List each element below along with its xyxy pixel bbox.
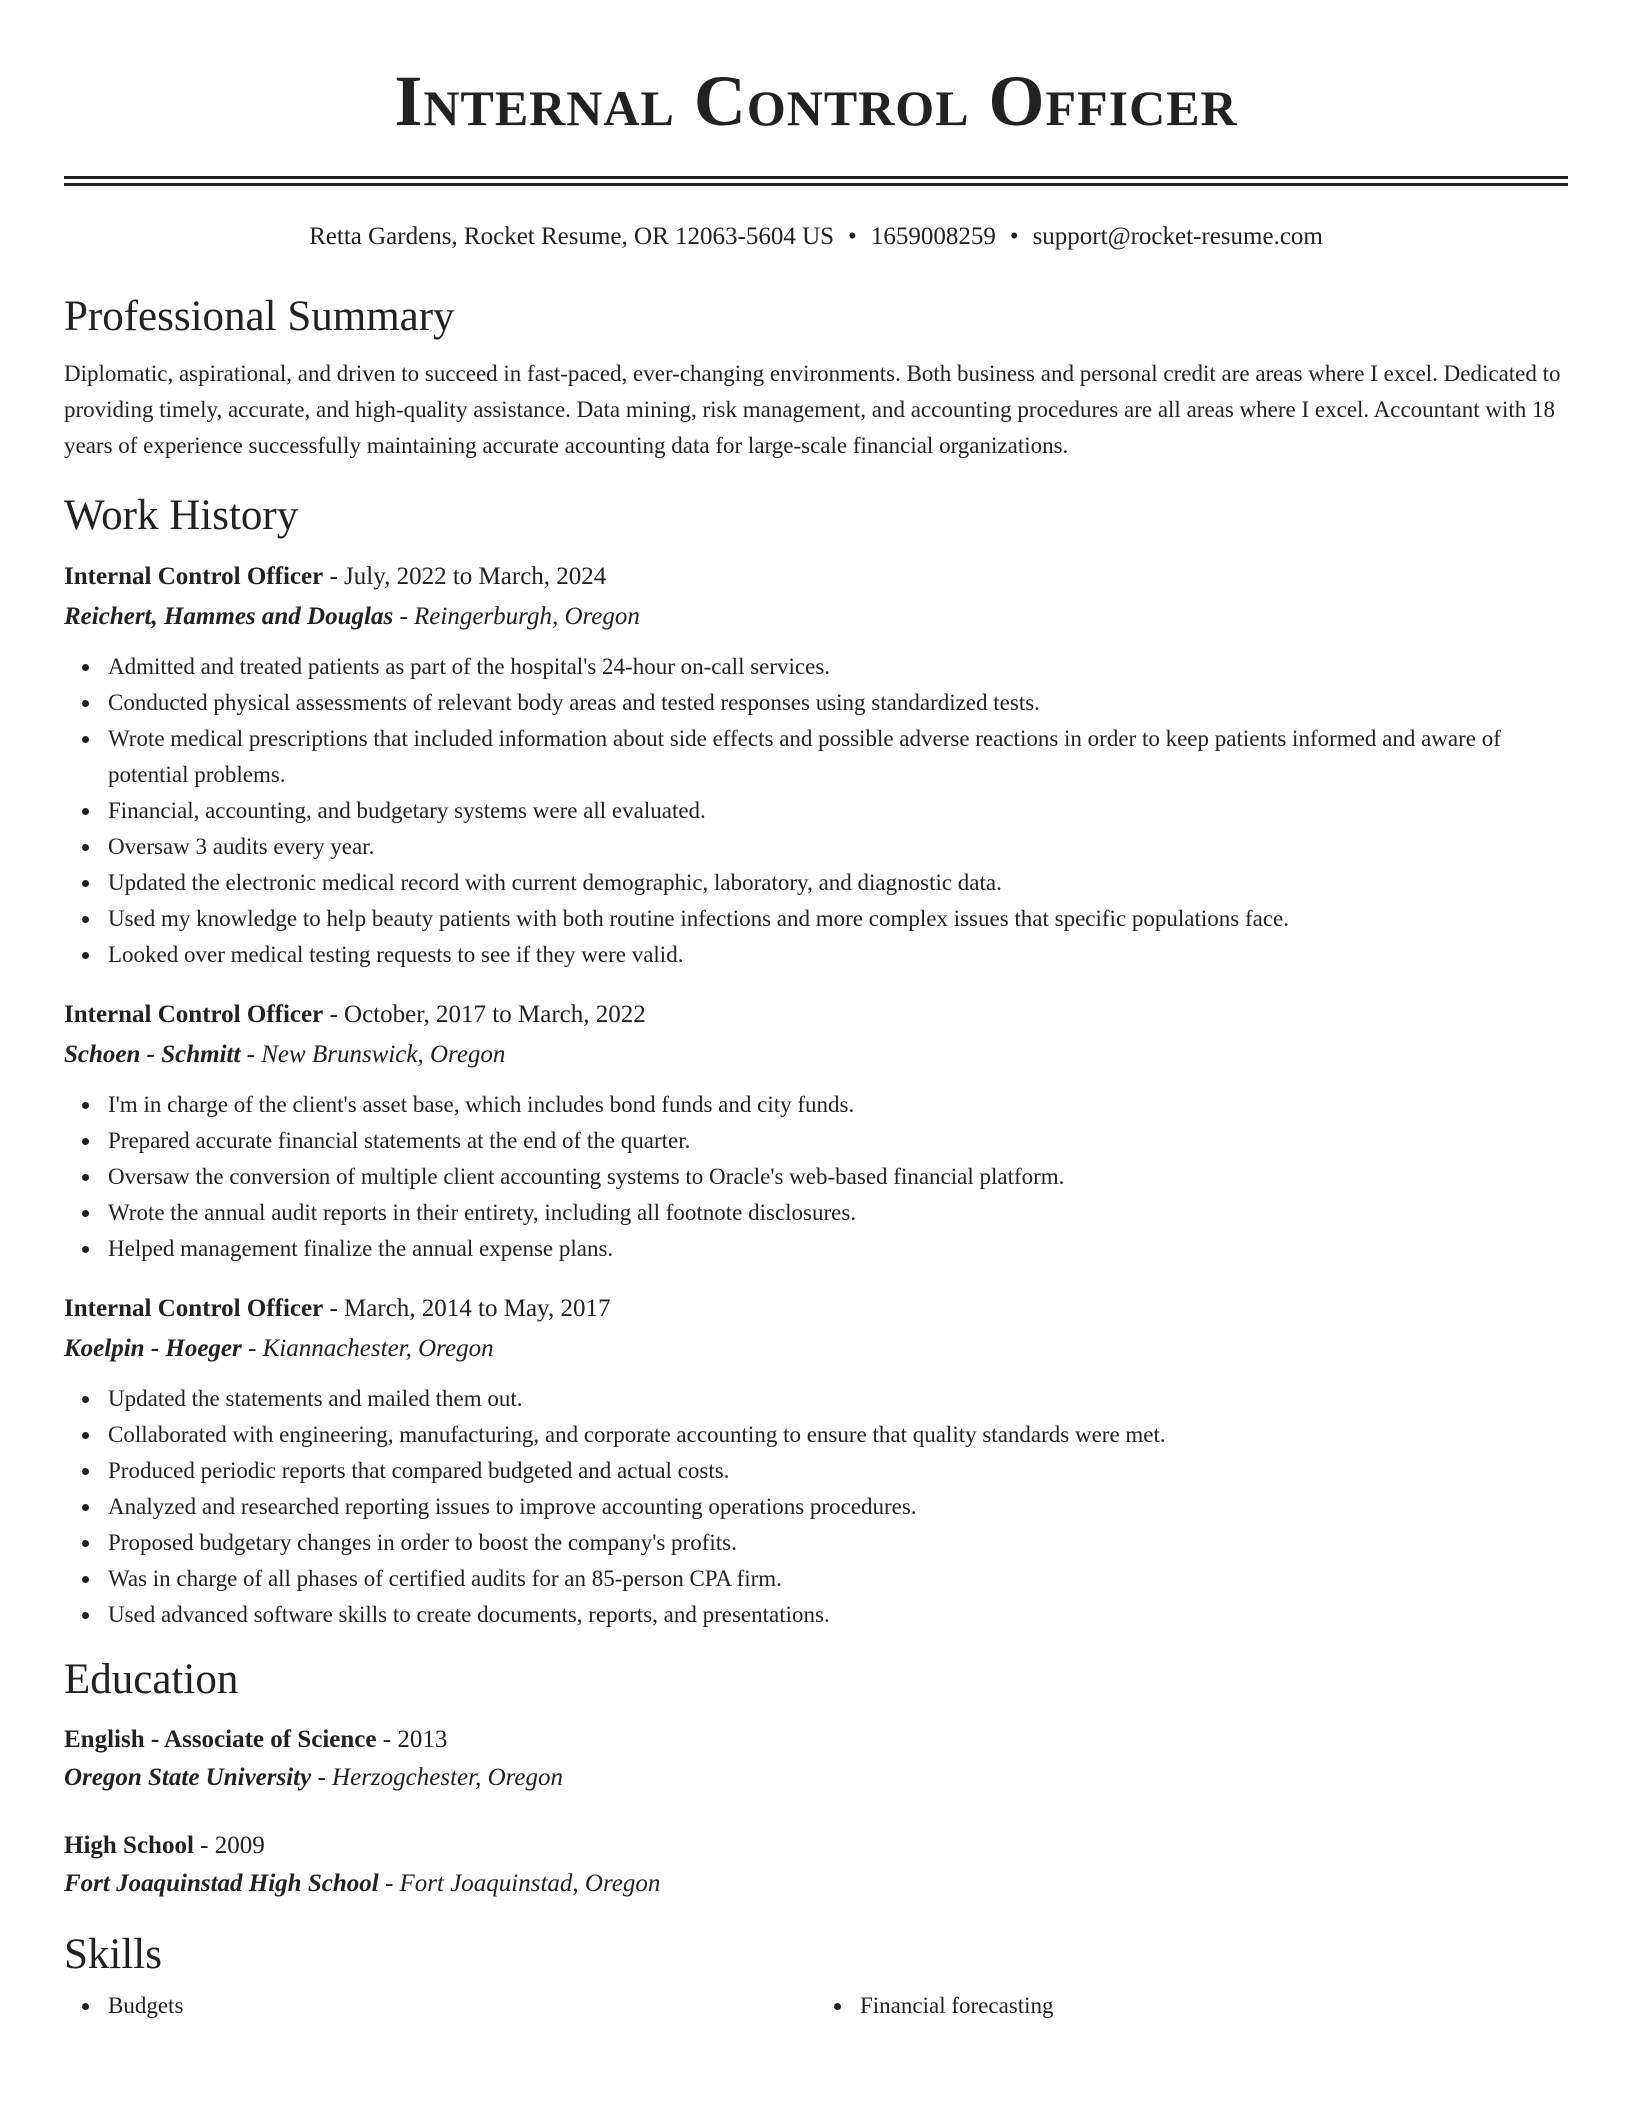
- section-title-education: Education: [64, 1656, 239, 1703]
- job-bullet: Was in charge of all phases of certified audits for an 85-person CPA firm.: [108, 1561, 1568, 1597]
- education-school: Fort Joaquinstad High School: [64, 1870, 379, 1897]
- education-entry: [64, 1721, 1568, 1797]
- job-entry: [64, 557, 1568, 973]
- job-bullet: Admitted and treated patients as part of the hospital's 24-hour on-call services.: [108, 649, 1568, 685]
- job-title: Internal Control Officer: [64, 563, 324, 590]
- job-company: Reichert, Hammes and Douglas: [64, 603, 394, 630]
- contact-line: [64, 219, 1568, 255]
- job-location: - Reingerburgh, Oregon: [393, 603, 640, 630]
- education-school-line: [64, 1759, 1568, 1797]
- job-bullet: Used my knowledge to help beauty patients with both routine infections and more complex issues that specific populations face.: [108, 901, 1568, 937]
- job-bullet: Wrote the annual audit reports in their entirety, including all footnote disclosures.: [108, 1195, 1568, 1231]
- education-school: Oregon State University: [64, 1764, 312, 1791]
- contact-email: support@rocket-resume.com: [1032, 223, 1323, 250]
- job-bullet: Helped management finalize the annual expense plans.: [108, 1231, 1568, 1267]
- header-double-rule: [64, 176, 1568, 186]
- job-location: - Kiannachester, Oregon: [241, 1335, 494, 1362]
- job-employer-line: [64, 597, 1568, 637]
- job-bullets: [64, 649, 1568, 973]
- skill-item: Budgets: [108, 1988, 816, 2024]
- job-bullets: [64, 1381, 1568, 1633]
- skill-item: Financial forecasting: [860, 1988, 1568, 2024]
- education-degree: English - Associate of Science: [64, 1726, 377, 1753]
- summary-text: Diplomatic, aspirational, and driven to succeed in fast-paced, ever-changing environments. Both business and personal credit are areas where I excel. Dedicated to providing timely, accurate, and high-quality assistance. Data mining, risk management, and accounting procedures are all areas where I excel. Accountant with 18 years of experience successfully maintaining accurate accounting data for large-scale financial organizations.: [64, 361, 1561, 458]
- job-bullet: Updated the electronic medical record with current demographic, laboratory, and diagnostic data.: [108, 865, 1568, 901]
- job-heading: [64, 1289, 1568, 1329]
- section-title-work-history: Work History: [64, 492, 299, 539]
- job-bullet: I'm in charge of the client's asset base, which includes bond funds and city funds.: [108, 1087, 1568, 1123]
- job-bullet: Oversaw 3 audits every year.: [108, 829, 1568, 865]
- education-year: - 2013: [376, 1726, 448, 1753]
- job-bullet: Proposed budgetary changes in order to boost the company's profits.: [108, 1525, 1568, 1561]
- job-bullet: Updated the statements and mailed them out.: [108, 1381, 1568, 1417]
- job-entry: [64, 995, 1568, 1267]
- contact-separator: •: [848, 223, 857, 250]
- resume-name: Internal Control Officer: [394, 61, 1238, 141]
- job-bullet: Analyzed and researched reporting issues to improve accounting operations procedures.: [108, 1489, 1568, 1525]
- education-location: - Herzogchester, Oregon: [311, 1764, 564, 1791]
- education-entry: [64, 1827, 1568, 1903]
- contact-separator: •: [1009, 223, 1019, 250]
- job-title: Internal Control Officer: [64, 1295, 324, 1322]
- job-dates: - October, 2017 to March, 2022: [323, 1001, 646, 1028]
- job-dates: - July, 2022 to March, 2024: [323, 563, 607, 590]
- job-bullet: Oversaw the conversion of multiple client accounting systems to Oracle's web-based financial platform.: [108, 1159, 1568, 1195]
- job-employer-line: [64, 1329, 1568, 1369]
- education-school-line: [64, 1865, 1568, 1903]
- education-heading: [64, 1721, 1568, 1759]
- job-bullet: Looked over medical testing requests to see if they were valid.: [108, 937, 1568, 973]
- job-location: - New Brunswick, Oregon: [240, 1041, 506, 1068]
- contact-phone: 1659008259: [870, 223, 996, 250]
- education-heading: [64, 1827, 1568, 1865]
- job-bullet: Prepared accurate financial statements at the end of the quarter.: [108, 1123, 1568, 1159]
- job-bullet: Financial, accounting, and budgetary systems were all evaluated.: [108, 793, 1568, 829]
- job-company: Koelpin - Hoeger: [64, 1335, 242, 1362]
- job-company: Schoen - Schmitt: [64, 1041, 241, 1068]
- job-heading: [64, 995, 1568, 1035]
- job-bullet: Wrote medical prescriptions that included information about side effects and possible adverse reactions in order to keep patients informed and aware of potential problems.: [108, 721, 1568, 793]
- job-heading: [64, 557, 1568, 597]
- section-title-skills: Skills: [64, 1931, 162, 1978]
- contact-address: Retta Gardens, Rocket Resume, OR 12063-5604 US: [309, 223, 835, 250]
- education-location: - Fort Joaquinstad, Oregon: [378, 1870, 661, 1897]
- education-degree: High School: [64, 1832, 194, 1859]
- skills-list-left: [64, 1988, 816, 2024]
- skills-columns: [64, 1988, 1568, 2024]
- job-bullet: Collaborated with engineering, manufacturing, and corporate accounting to ensure that quality standards were met.: [108, 1417, 1568, 1453]
- education-year: - 2009: [193, 1832, 265, 1859]
- job-employer-line: [64, 1035, 1568, 1075]
- section-title-summary: Professional Summary: [64, 293, 455, 340]
- job-bullet: Used advanced software skills to create documents, reports, and presentations.: [108, 1597, 1568, 1633]
- skills-list-right: [816, 1988, 1568, 2024]
- job-dates: - March, 2014 to May, 2017: [323, 1295, 611, 1322]
- job-bullet: Produced periodic reports that compared budgeted and actual costs.: [108, 1453, 1568, 1489]
- job-entry: [64, 1289, 1568, 1633]
- job-bullet: Conducted physical assessments of relevant body areas and tested responses using standardized tests.: [108, 685, 1568, 721]
- job-title: Internal Control Officer: [64, 1001, 324, 1028]
- job-bullets: [64, 1087, 1568, 1267]
